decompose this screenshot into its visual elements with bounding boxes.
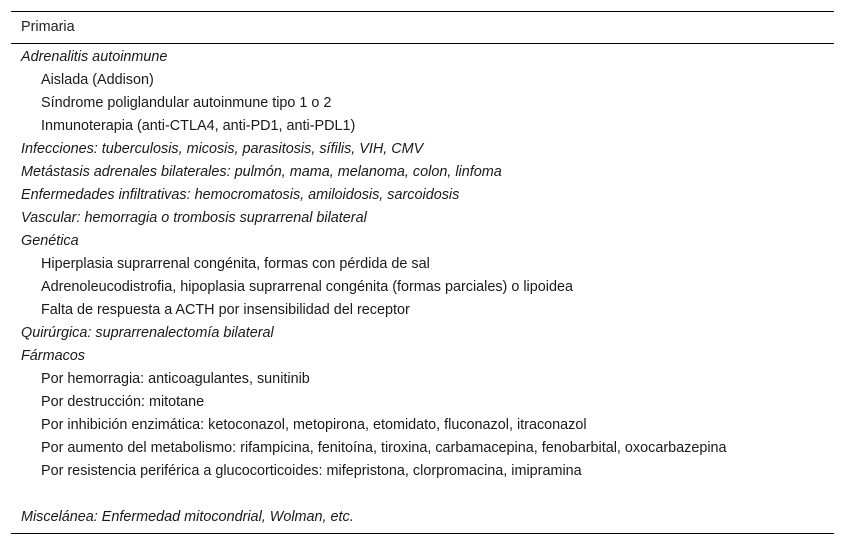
category-row: Adrenalitis autoinmune: [21, 49, 168, 65]
subitem-row: Inmunoterapia (anti-CTLA4, anti-PD1, anti-PDL1): [41, 118, 356, 134]
subitem-row: Hiperplasia suprarrenal congénita, formas con pérdida de sal: [41, 256, 430, 272]
subitem-row: Aislada (Addison): [41, 72, 154, 88]
category-row: Infecciones: tuberculosis, micosis, parasitosis, sífilis, VIH, CMV: [21, 141, 424, 157]
subitem-row: Por destrucción: mitotane: [41, 394, 205, 410]
table-header: Primaria: [11, 12, 834, 44]
category-row: Fármacos: [21, 348, 85, 364]
category-row: Genética: [21, 233, 79, 249]
spacer-row: [11, 483, 834, 506]
subitem-row: Por hemorragia: anticoagulantes, sunitinib: [41, 371, 310, 387]
category-row: Miscelánea: Enfermedad mitocondrial, Wolman, etc.: [21, 509, 354, 525]
subitem-row: Falta de respuesta a ACTH por insensibilidad del receptor: [41, 302, 410, 318]
subitem-row: Por inhibición enzimática: ketoconazol, metopirona, etomidato, fluconazol, itraconazol: [41, 417, 587, 433]
table-body: [11, 44, 834, 533]
subitem-row: Por aumento del metabolismo: rifampicina, fenitoína, tiroxina, carbamacepina, fenobarbital, oxocarbazepina: [41, 440, 727, 456]
subitem-row: Adrenoleucodistrofia, hipoplasia suprarrenal congénita (formas parciales) o lipoidea: [41, 279, 573, 295]
subitem-row: Síndrome poliglandular autoinmune tipo 1 o 2: [41, 95, 332, 111]
category-row: Quirúrgica: suprarrenalectomía bilateral: [21, 325, 274, 341]
category-row: Vascular: hemorragia o trombosis suprarrenal bilateral: [21, 210, 367, 226]
category-row: Metástasis adrenales bilaterales: pulmón, mama, melanoma, colon, linfoma: [21, 164, 502, 180]
category-row: Enfermedades infiltrativas: hemocromatosis, amiloidosis, sarcoidosis: [21, 187, 460, 203]
causes-table: [11, 11, 834, 534]
subitem-row: Por resistencia periférica a glucocorticoides: mifepristona, clorpromacina, imipramina: [41, 463, 582, 479]
